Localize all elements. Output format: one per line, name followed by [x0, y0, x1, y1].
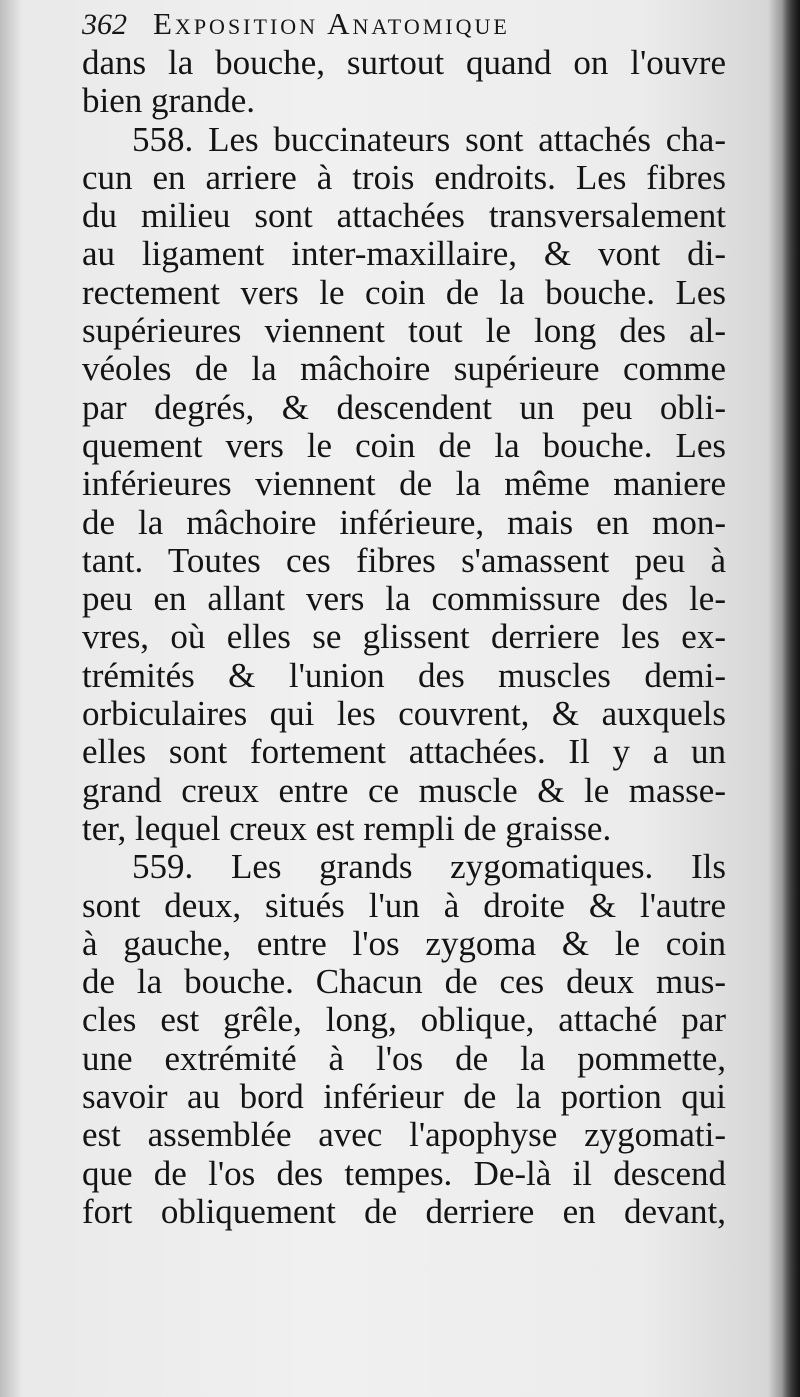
- body-text: [82, 44, 726, 1231]
- text-line: une extrémité à l'os de la pommette,: [82, 1038, 726, 1078]
- text-line: trémités & l'union des muscles demi-: [82, 655, 726, 695]
- text-line: cles est grêle, long, oblique, attaché par: [82, 1000, 726, 1040]
- text-line: que de l'os des tempes. De-là il descend: [82, 1153, 726, 1193]
- text-line: rectement vers le coin de la bouche. Les: [82, 272, 726, 312]
- text-line: ter, lequel creux est rempli de graisse.: [82, 808, 612, 848]
- text-line: véoles de la mâchoire supérieure comme: [82, 349, 726, 389]
- text-line: inférieures viennent de la même maniere: [82, 464, 726, 504]
- text-line: du milieu sont attachées transversalement: [82, 196, 726, 236]
- text-line: par degrés, & descendent un peu obli-: [82, 387, 726, 427]
- text-line: savoir au bord inférieur de la portion qui: [82, 1077, 726, 1117]
- text-line: à gauche, entre l'os zygoma & le coin: [82, 923, 726, 963]
- text-line: fort obliquement de derriere en devant,: [82, 1191, 726, 1231]
- page-number: 362: [82, 8, 127, 41]
- running-head: Exposition Anatomique: [153, 6, 510, 41]
- page-edge-shadow: [782, 0, 800, 1397]
- text-line: de la mâchoire inférieure, mais en mon-: [82, 502, 726, 542]
- spine-shadow: [0, 0, 22, 1397]
- paragraph-558-start: 558. Les buccinateurs sont attachés cha-: [132, 119, 726, 159]
- text-line: supérieures viennent tout le long des al-: [82, 311, 726, 351]
- text-line: cun en arriere à trois endroits. Les fibres: [82, 157, 726, 197]
- text-line: sont deux, situés l'un à droite & l'autre: [82, 885, 726, 925]
- text-line: vres, où elles se glissent derriere les ex-: [82, 617, 726, 657]
- text-line: bien grande.: [82, 81, 255, 121]
- text-line: quement vers le coin de la bouche. Les: [82, 425, 726, 465]
- text-line: elles sont fortement attachées. Il y a un: [82, 732, 726, 772]
- paragraph-559-start: 559. Les grands zygomatiques. Ils: [132, 847, 726, 887]
- text-line: de la bouche. Chacun de ces deux mus-: [82, 962, 726, 1002]
- text-line: orbiculaires qui les couvrent, & auxquels: [82, 694, 726, 734]
- text-line: est assemblée avec l'apophyse zygomati-: [82, 1115, 726, 1155]
- text-line: tant. Toutes ces fibres s'amassent peu à: [82, 540, 726, 580]
- text-line: grand creux entre ce muscle & le masse-: [82, 770, 726, 810]
- text-line: au ligament inter-maxillaire, & vont di-: [82, 234, 726, 274]
- text-line: peu en allant vers la commissure des le-: [82, 579, 726, 619]
- text-line: dans la bouche, surtout quand on l'ouvre: [82, 43, 726, 82]
